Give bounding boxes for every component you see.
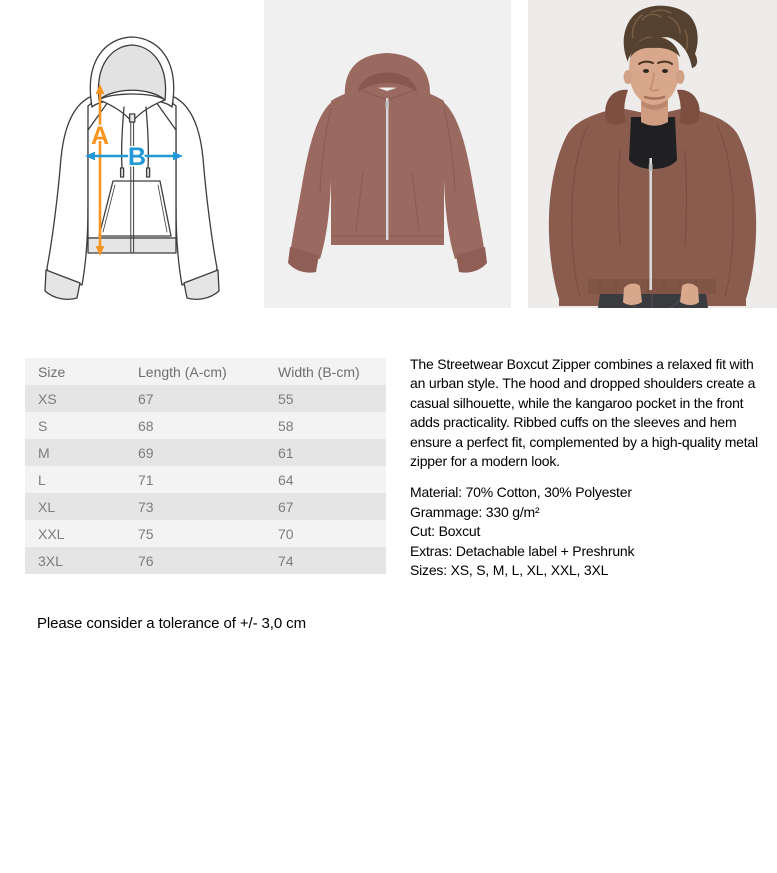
length-cell: 71 [138, 471, 154, 488]
spec-sizes: Sizes: XS, S, M, L, XL, XXL, 3XL [410, 562, 609, 579]
product-photo-model [528, 0, 777, 308]
label-b: B [127, 143, 147, 171]
col-header-size: Size [38, 363, 66, 380]
table-row-s [25, 412, 386, 439]
width-cell: 67 [278, 498, 294, 515]
length-cell: 68 [138, 417, 154, 434]
spec-material: Material: 70% Cotton, 30% Polyester [410, 484, 632, 501]
table-row-3xl [25, 547, 386, 574]
spec-extras: Extras: Detachable label + Preshrunk [410, 542, 635, 559]
description-paragraph: The Streetwear Boxcut Zipper combines a relaxed fit with an urban style. The hood and dropped shoulders create a casual silhouette, while the kangaroo pocket in the front adds practicality. Ribbed cuffs on the sleeves and hem ensure a perfect fit, complemented by a high-quality metal zipper for a modern look. [410, 356, 758, 470]
col-header-width: Width (B-cm) [278, 363, 360, 380]
table-header-row [25, 358, 386, 385]
tolerance-note: Please consider a tolerance of +/- 3,0 cm [37, 615, 306, 632]
table-row-l [25, 466, 386, 493]
size-table [25, 358, 386, 574]
size-diagram-image [0, 0, 264, 310]
size-cell: XXL [38, 525, 65, 542]
label-a: A [90, 122, 110, 150]
hoodie-line-drawing [0, 0, 264, 310]
width-cell: 55 [278, 390, 294, 407]
product-photo-flat [264, 0, 511, 308]
length-cell: 75 [138, 525, 154, 542]
product-description [410, 355, 772, 580]
size-cell: L [38, 471, 46, 488]
col-header-length: Length (A-cm) [138, 363, 227, 380]
width-cell: 61 [278, 444, 294, 461]
length-cell: 69 [138, 444, 154, 461]
size-cell: M [38, 444, 50, 461]
width-cell: 58 [278, 417, 294, 434]
size-cell: S [38, 417, 48, 434]
spec-grammage: Grammage: 330 g/m² [410, 503, 540, 520]
table-row-xl [25, 493, 386, 520]
product-specs [410, 483, 772, 580]
spec-cut: Cut: Boxcut [410, 523, 481, 540]
width-cell: 64 [278, 471, 294, 488]
length-cell: 76 [138, 552, 154, 569]
size-cell: XS [38, 390, 57, 407]
length-cell: 67 [138, 390, 154, 407]
width-cell: 74 [278, 552, 294, 569]
length-cell: 73 [138, 498, 154, 515]
table-row-xs [25, 385, 386, 412]
hoodie-flat-illustration [264, 0, 511, 308]
model-illustration [528, 0, 777, 308]
table-row-xxl [25, 520, 386, 547]
size-cell: 3XL [38, 552, 63, 569]
table-row-m [25, 439, 386, 466]
width-cell: 70 [278, 525, 294, 542]
size-cell: XL [38, 498, 56, 515]
